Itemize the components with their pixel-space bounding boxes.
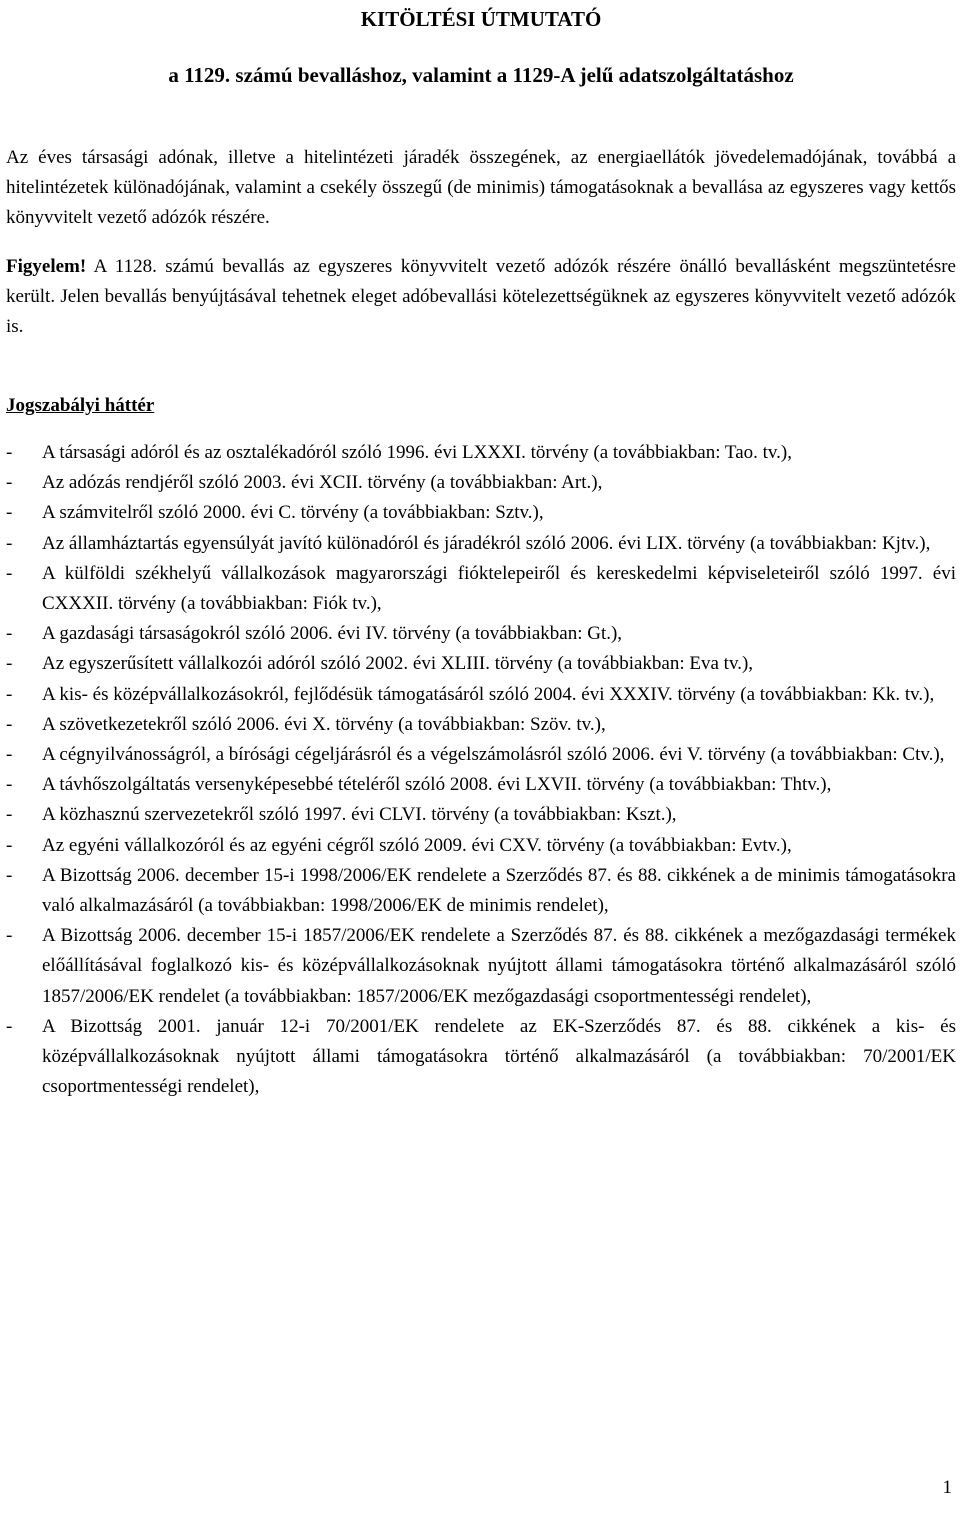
list-bullet: - bbox=[6, 1015, 13, 1037]
law-list-item bbox=[6, 559, 956, 619]
law-list bbox=[6, 438, 956, 1102]
law-item-text: A külföldi székhelyű vállalkozások magyarországi fióktelepeiről és kereskedelmi képviseleteiről szóló 1997. évi CXXXII. törvény (a továbbiakban: Fiók tv.), bbox=[42, 562, 956, 615]
law-item-text: Az egyéni vállalkozóról és az egyéni cégről szóló 2009. évi CXV. törvény (a továbbiakban: Evtv.), bbox=[42, 834, 792, 856]
intro-paragraph: Az éves társasági adónak, illetve a hitelintézeti járadék összegének, az energiaellátók jövedelemadójának, továbbá a hitelintézetek különadójának, valamint a csekély összegű (de minimis) támogatásoknak a bevallása az egyszeres vagy kettős könyvvitelt vezető adózók részére. bbox=[6, 147, 956, 228]
law-item-text: A számvitelről szóló 2000. évi C. törvény (a továbbiakban: Sztv.), bbox=[42, 502, 544, 524]
law-list-item bbox=[6, 529, 956, 559]
list-bullet: - bbox=[6, 623, 13, 645]
document-page bbox=[6, 0, 956, 1102]
legal-background-heading: Jogszabályi háttér bbox=[6, 395, 155, 416]
law-item-text: A társasági adóról és az osztalékadóról szóló 1996. évi LXXXI. törvény (a továbbiakban: Tao. tv.), bbox=[42, 442, 793, 463]
law-item-text: A közhasznú szervezetekről szóló 1997. évi CLVI. törvény (a továbbiakban: Kszt.), bbox=[42, 804, 677, 826]
notice-text: A 1128. számú bevallás az egyszeres könyvvitelt vezető adózók részére önálló bevallásként megszüntetésre került. Jelen bevallás benyújtásával tehetnek eleget adóbevallási kötelezettségüknek az egyszeres könyvvitelt vezető adózók is. bbox=[6, 256, 956, 337]
list-bullet: - bbox=[6, 442, 13, 463]
law-list-item bbox=[6, 1012, 956, 1103]
list-bullet: - bbox=[6, 864, 13, 886]
law-list-item bbox=[6, 710, 956, 740]
law-item-text: A Bizottság 2001. január 12-i 70/2001/EK rendelete az EK-Szerződés 87. és 88. cikkének a kis- és középvállalkozásoknak nyújtott állami támogatásokra történő alkalmazásáról (a továbbiakban: 70/2001/EK csoportmentességi rendelet), bbox=[42, 1015, 956, 1098]
law-list-item bbox=[6, 649, 956, 679]
law-list-item bbox=[6, 619, 956, 649]
law-list-item bbox=[6, 861, 956, 921]
list-bullet: - bbox=[6, 834, 13, 856]
list-bullet: - bbox=[6, 562, 13, 584]
list-bullet: - bbox=[6, 502, 13, 524]
list-bullet: - bbox=[6, 774, 13, 796]
law-list-item bbox=[6, 438, 956, 468]
law-item-text: A kis- és középvállalkozásokról, fejlődésük támogatásáról szóló 2004. évi XXXIV. törvény (a továbbiakban: Kk. tv.), bbox=[42, 683, 935, 705]
law-list-item bbox=[6, 831, 956, 861]
list-bullet: - bbox=[6, 925, 13, 947]
list-bullet: - bbox=[6, 744, 13, 766]
list-bullet: - bbox=[6, 683, 13, 705]
law-item-text: A cégnyilvánosságról, a bírósági cégeljárásról és a végelszámolásról szóló 2006. évi V. törvény (a továbbiakban: Ctv.), bbox=[42, 744, 945, 766]
law-list-item bbox=[6, 498, 956, 528]
law-item-text: A szövetkezetekről szóló 2006. évi X. törvény (a továbbiakban: Szöv. tv.), bbox=[42, 713, 606, 735]
law-item-text: Az államháztartás egyensúlyát javító különadóról és járadékról szóló 2006. évi LIX. törvény (a továbbiakban: Kjtv.), bbox=[42, 532, 931, 554]
law-list-item bbox=[6, 921, 956, 1012]
document-title: KITÖLTÉSI ÚTMUTATÓ bbox=[360, 7, 602, 31]
list-bullet: - bbox=[6, 653, 13, 675]
law-item-text: A Bizottság 2006. december 15-i 1998/2006/EK rendelete a Szerződés 87. és 88. cikkének a de minimis támogatásokra való alkalmazásáról (a továbbiakban: 1998/2006/EK de minimis rendelet), bbox=[42, 864, 956, 917]
law-item-text: Az egyszerűsített vállalkozói adóról szóló 2002. évi XLIII. törvény (a továbbiakban: Eva tv.), bbox=[42, 653, 754, 675]
law-item-text: A távhőszolgáltatás versenyképesebbé tételéről szóló 2008. évi LXVII. törvény (a továbbiakban: Thtv.), bbox=[42, 774, 832, 796]
list-bullet: - bbox=[6, 804, 13, 826]
law-list-item bbox=[6, 680, 956, 710]
list-bullet: - bbox=[6, 532, 13, 554]
law-list-item bbox=[6, 770, 956, 800]
page-number: 1 bbox=[942, 1477, 952, 1498]
law-item-text: A gazdasági társaságokról szóló 2006. évi IV. törvény (a továbbiakban: Gt.), bbox=[42, 623, 623, 645]
law-list-item bbox=[6, 740, 956, 770]
notice-paragraph bbox=[6, 252, 956, 342]
list-bullet: - bbox=[6, 472, 13, 494]
document-subtitle: a 1129. számú bevalláshoz, valamint a 1129-A jelű adatszolgáltatáshoz bbox=[168, 63, 794, 87]
law-item-text: Az adózás rendjéről szóló 2003. évi XCII. törvény (a továbbiakban: Art.), bbox=[42, 472, 603, 494]
law-list-item bbox=[6, 468, 956, 498]
notice-label: Figyelem! bbox=[6, 256, 87, 277]
law-item-text: A Bizottság 2006. december 15-i 1857/2006/EK rendelete a Szerződés 87. és 88. cikkének a mezőgazdasági termékek előállításával foglalkozó kis- és középvállalkozásoknak nyújtott állami támogatásokra történő alkalmazásáról szóló 1857/2006/EK rendelet (a továbbiakban: 1857/2006/EK mezőgazdasági csoportmentességi rendelet), bbox=[42, 925, 956, 1007]
list-bullet: - bbox=[6, 713, 13, 735]
law-list-item bbox=[6, 800, 956, 830]
